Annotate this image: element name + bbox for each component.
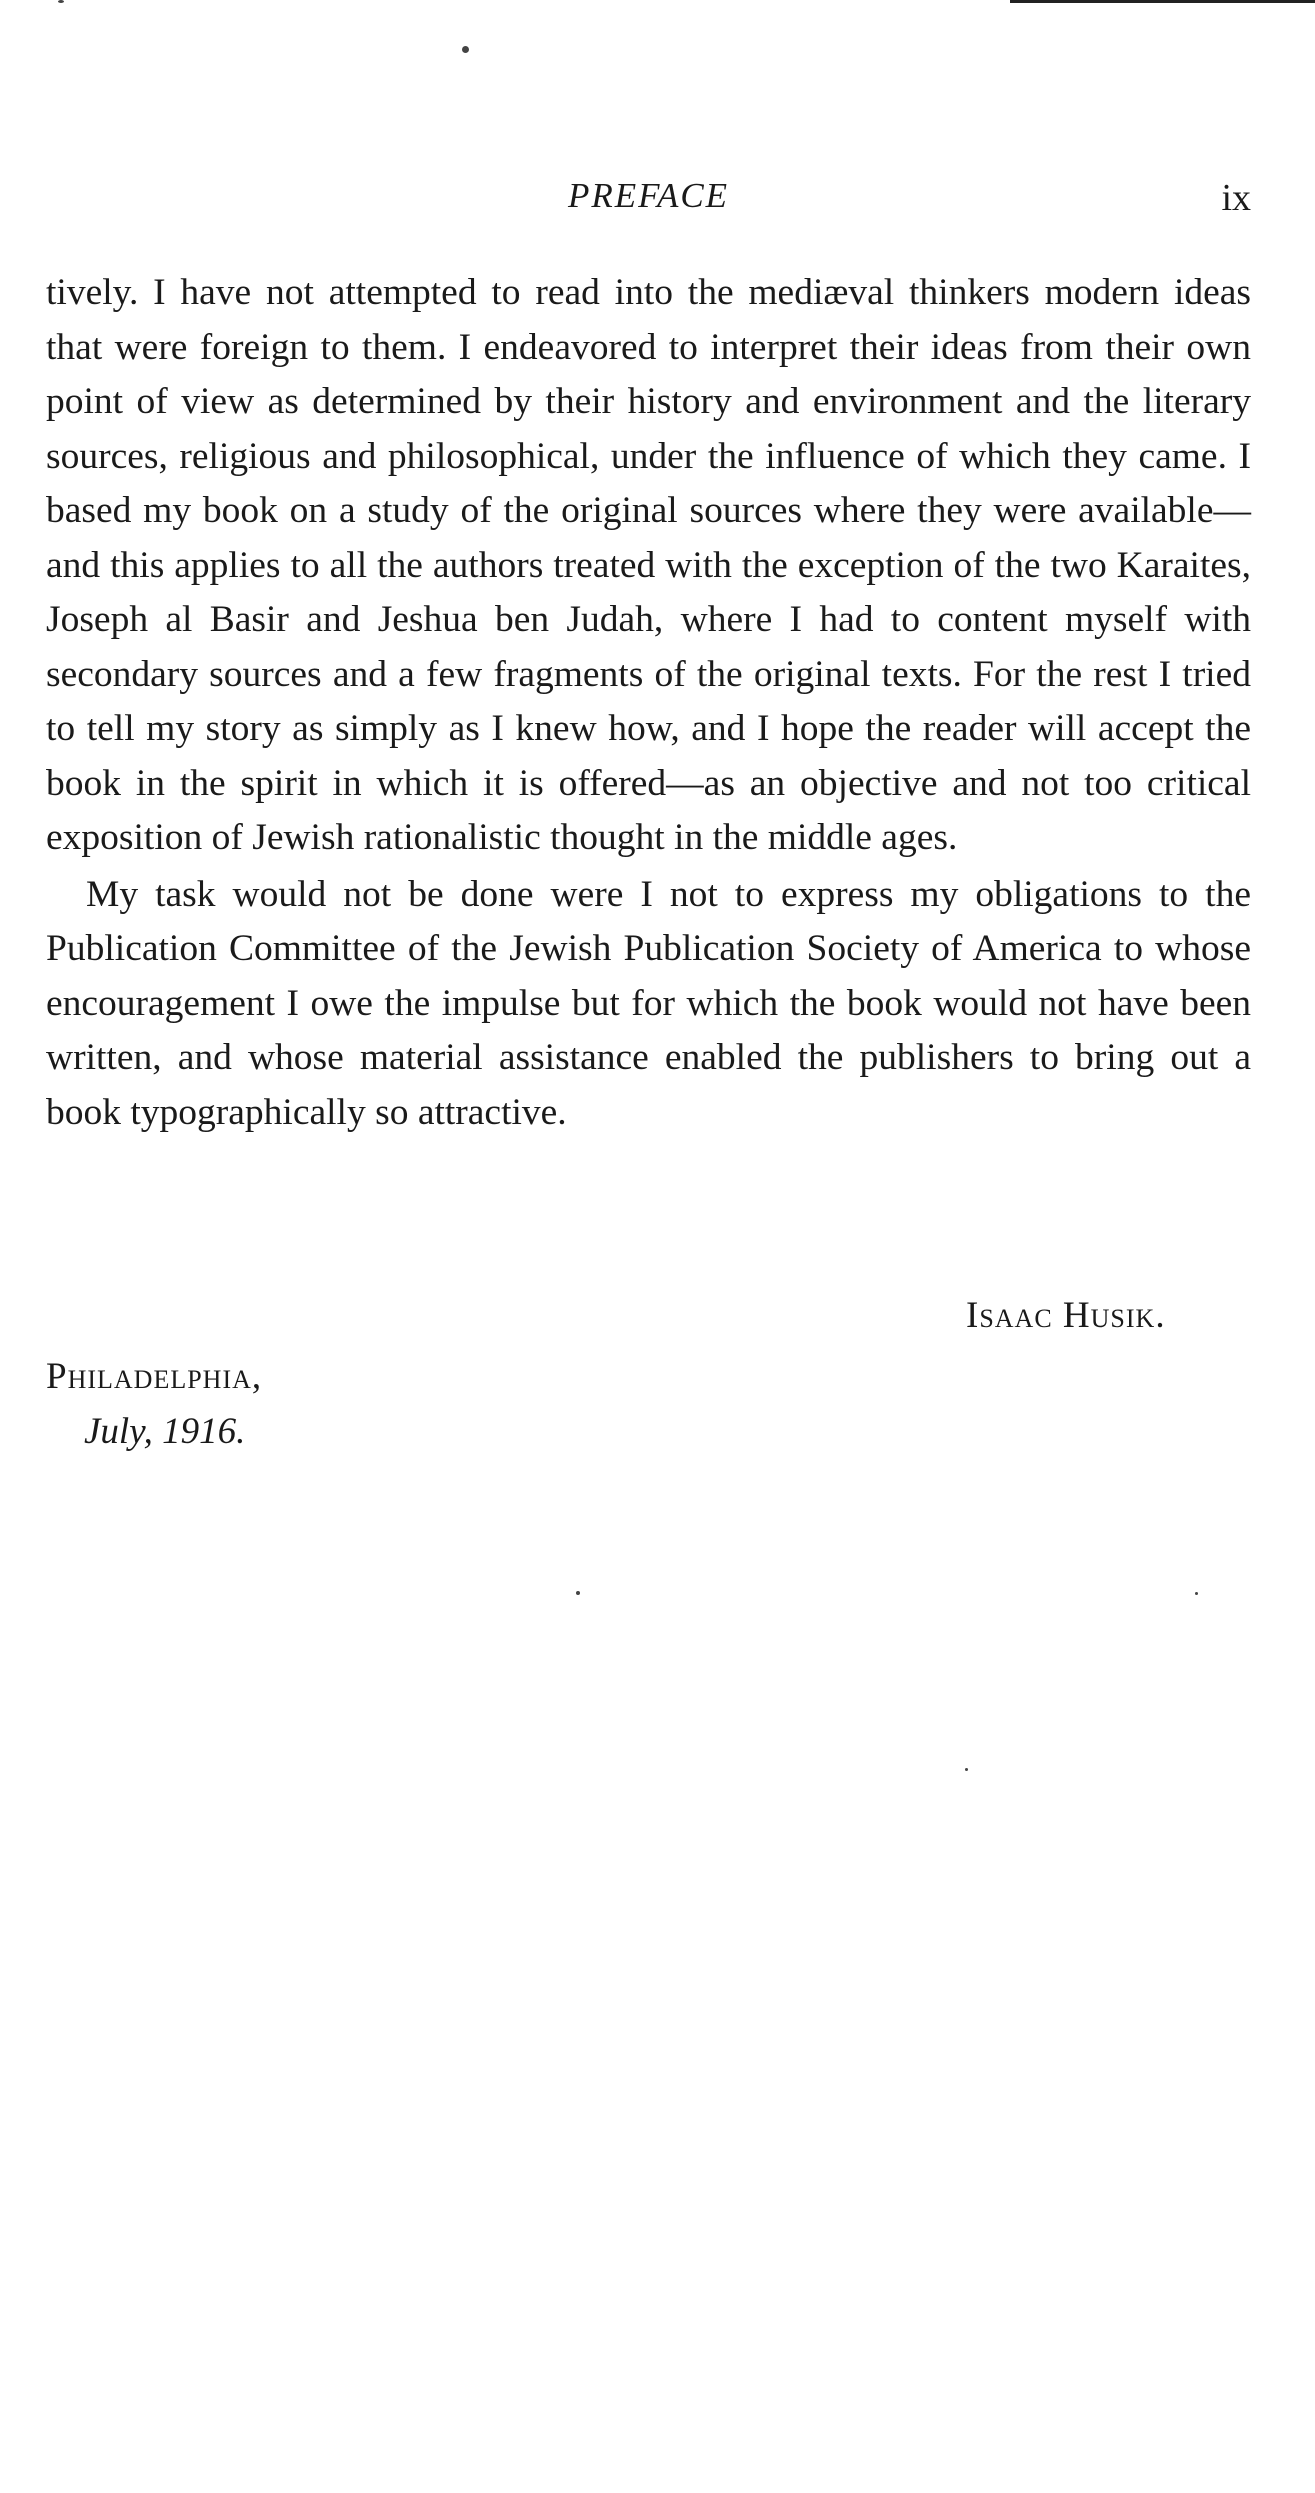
body-text (46, 266, 1251, 1140)
running-title: PREFACE (567, 176, 730, 215)
running-head (46, 176, 1251, 226)
print-speck (462, 46, 469, 53)
top-edge-rule (1010, 0, 1315, 3)
print-speck (58, 0, 64, 3)
paragraph: tively. I have not attempted to read into the mediæval thinkers modern ideas that were foreign to them. I endeavored to interpret their ideas from their own point of view as determined by their history and environment and the literary sources, religious and philosophical, under the influence of which they came. I based my book on a study of the original sources where they were available—and this applies to all the authors treated with the exception of the two Karaites, Joseph al Basir and Jeshua ben Judah, where I had to content myself with secondary sources and a few fragments of the original texts. For the rest I tried to tell my story as simply as I knew how, and I hope the reader will accept the book in the spirit in which it is offered—as an objective and not too critical exposition of Jewish rationalistic thought in the middle ages. (46, 272, 1251, 858)
print-speck (965, 1768, 968, 1771)
paragraph: My task would not be done were I not to express my obligations to the Publication Committee of the Jewish Publication Society of America to whose encouragement I owe the impulse but for which the book would not have been written, and whose material assistance enabled the publishers to bring out a book typographically so attractive. (46, 873, 1251, 1133)
page-number: ix (1221, 177, 1251, 219)
place-line: Philadelphia, (46, 1356, 263, 1397)
print-speck (576, 1591, 580, 1595)
author-signature: Isaac Husik. (966, 1295, 1166, 1336)
date-line: July, 1916. (84, 1411, 246, 1452)
print-speck (1195, 1592, 1198, 1595)
